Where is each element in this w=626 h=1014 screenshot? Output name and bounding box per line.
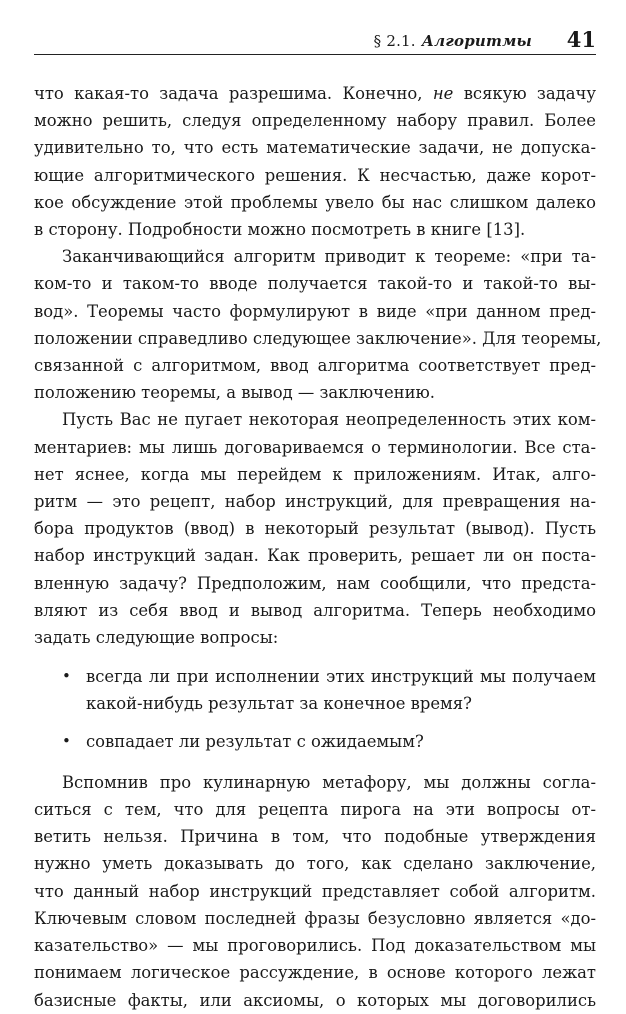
text-line: положению теоремы, а вывод — заключению. [34,383,435,403]
list-item [34,663,596,717]
text-line: Пусть Вас не пугает некоторая неопределенность этих ком- [62,410,596,430]
text-line: нужно уметь доказывать до того, как сделано заключение, [34,854,596,874]
paragraph-3 [34,406,596,651]
text-line: ком-то и таком-то вводе получается такой-то и такой-то вы- [34,274,596,294]
text-line: понимаем логическое рассуждение, в основе которого лежат [34,963,596,983]
text-line: кое обсуждение этой проблемы увело бы нас слишком далеко [34,192,596,212]
emphasis: не [432,84,454,103]
text-line: Вспомнив про кулинарную метафору, мы должны согла- [62,772,596,792]
text-line: ющие алгоритмического решения. К несчастью, даже корот- [34,165,596,185]
text-line: бора продуктов (ввод) в некоторый результат (вывод). Пусть [34,519,596,539]
text-line: ветить нельзя. Причина в том, что подобные утверждения [34,827,596,847]
paragraph-2 [34,243,602,406]
text-line: задать следующие вопросы: [34,628,279,648]
text-line: можно решить, следуя определенному набору правил. Более [34,111,596,131]
text-line: казательство» — мы проговорились. Под доказательством мы [34,936,596,956]
running-head [34,28,596,54]
section-title: Алгоритмы [421,32,532,50]
text-line: Заканчивающийся алгоритм приводит к теореме: «при та- [62,247,596,267]
text-line: связанной с алгоритмом, ввод алгоритма соответствует пред- [34,356,596,376]
text-line: ментариев: мы лишь договариваемся о терминологии. Все ста- [34,437,596,457]
list-item [34,728,596,755]
body-text [34,80,602,1014]
text-line: что данный набор инструкций представляет собой алгоритм. [34,881,596,901]
text-line: набор инструкций задан. Как проверить, решает ли он поста- [34,546,596,566]
text-line: всегда ли при исполнении этих инструкций мы получаем [86,667,596,687]
text-line: нет яснее, когда мы перейдем к приложениям. Итак, алго- [34,464,596,484]
text-line: положении справедливо следующее заключение». Для теоремы, [34,328,602,348]
text-line: вод». Теоремы часто формулируют в виде «при данном пред- [34,301,596,321]
paragraph-4 [34,769,596,1014]
header-rule [34,54,596,55]
text-line: ритм — это рецепт, набор инструкций, для превращения на- [34,492,596,512]
text-line: удивительно то, что есть математические задачи, не допуска- [34,138,596,158]
text-line: что какая-то задача разрешима. Конечно, не всякую задачу [34,84,596,103]
text-line: в сторону. Подробности можно посмотреть в книге [13]. [34,220,526,240]
text-line: Ключевым словом последней фразы безусловно является «до- [34,908,596,928]
bullet-icon: • [62,731,71,750]
text-line: ситься с тем, что для рецепта пирога на эти вопросы от- [34,800,596,820]
text-line: базисные факты, или аксиомы, о которых мы договорились [34,990,596,1010]
text-line: вляют из себя ввод и вывод алгоритма. Теперь необходимо [34,600,596,620]
text-line: какой-нибудь результат за конечное время? [86,694,472,714]
section-number: § 2.1. [373,32,416,50]
bullet-icon: • [62,667,71,686]
paragraph-1 [34,80,596,243]
page-number: 41 [566,27,596,52]
question-list [34,663,596,755]
section-reference [374,32,532,50]
text-line: совпадает ли результат с ожидаемым? [86,731,424,751]
text-line: вленную задачу? Предположим, нам сообщили, что предста- [34,573,596,593]
